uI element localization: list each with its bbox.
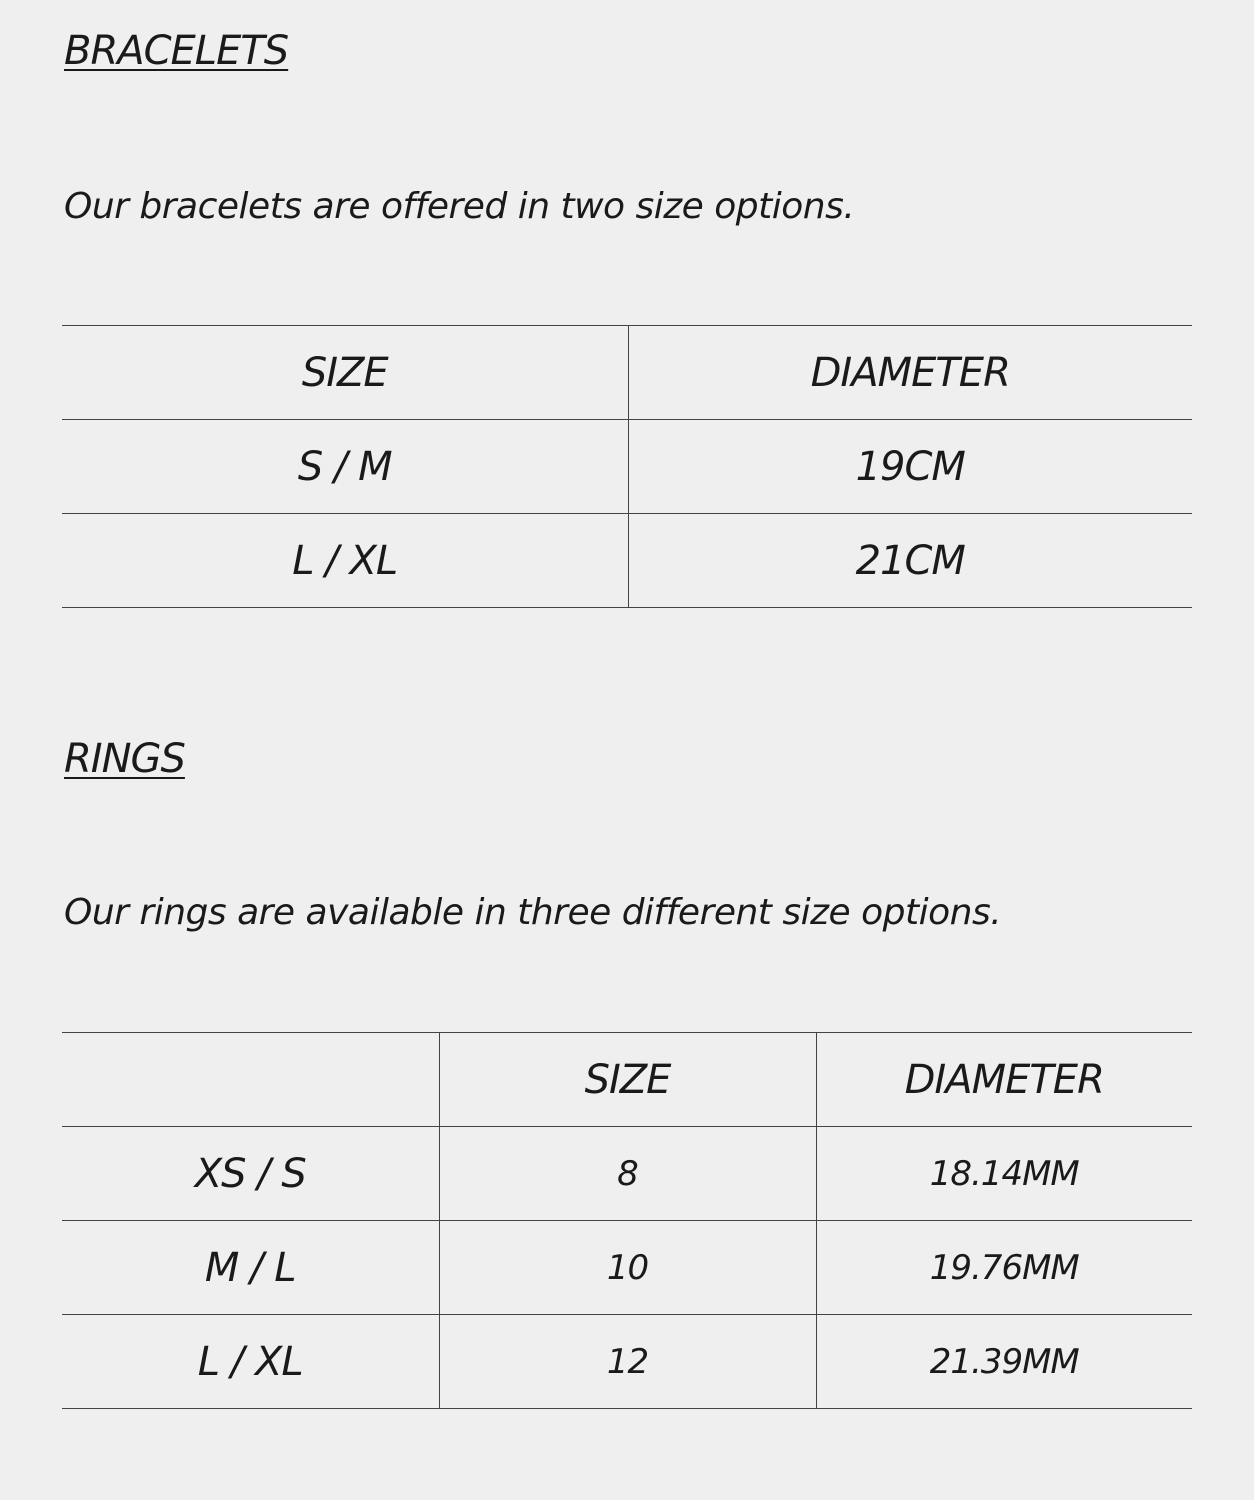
table-row bbox=[62, 420, 1192, 514]
diameter-cell: 18.14MM bbox=[816, 1127, 1192, 1221]
size-cell: 8 bbox=[439, 1127, 816, 1221]
table-row bbox=[62, 1127, 1192, 1221]
bracelets-heading: BRACELETS bbox=[64, 28, 289, 74]
rings-size-table bbox=[62, 1032, 1192, 1409]
column-header-size: SIZE bbox=[62, 326, 628, 420]
size-cell: L / XL bbox=[62, 514, 628, 608]
bracelets-intro: Our bracelets are offered in two size options. bbox=[64, 186, 855, 227]
diameter-cell: 19.76MM bbox=[816, 1221, 1192, 1315]
rings-heading: RINGS bbox=[64, 736, 185, 782]
size-cell: S / M bbox=[62, 420, 628, 514]
diameter-cell: 19CM bbox=[628, 420, 1192, 514]
size-label-cell: XS / S bbox=[62, 1127, 439, 1221]
table-row bbox=[62, 1315, 1192, 1409]
diameter-cell: 21CM bbox=[628, 514, 1192, 608]
table-row bbox=[62, 514, 1192, 608]
table-header-row bbox=[62, 1033, 1192, 1127]
table-row bbox=[62, 1221, 1192, 1315]
size-cell: 12 bbox=[439, 1315, 816, 1409]
column-header-size: SIZE bbox=[439, 1033, 816, 1127]
table-header-row bbox=[62, 326, 1192, 420]
rings-intro: Our rings are available in three different size options. bbox=[64, 892, 1002, 933]
column-header-label bbox=[62, 1033, 439, 1127]
size-label-cell: L / XL bbox=[62, 1315, 439, 1409]
column-header-diameter: DIAMETER bbox=[628, 326, 1192, 420]
diameter-cell: 21.39MM bbox=[816, 1315, 1192, 1409]
bracelets-size-table bbox=[62, 325, 1192, 608]
column-header-diameter: DIAMETER bbox=[816, 1033, 1192, 1127]
size-label-cell: M / L bbox=[62, 1221, 439, 1315]
size-cell: 10 bbox=[439, 1221, 816, 1315]
